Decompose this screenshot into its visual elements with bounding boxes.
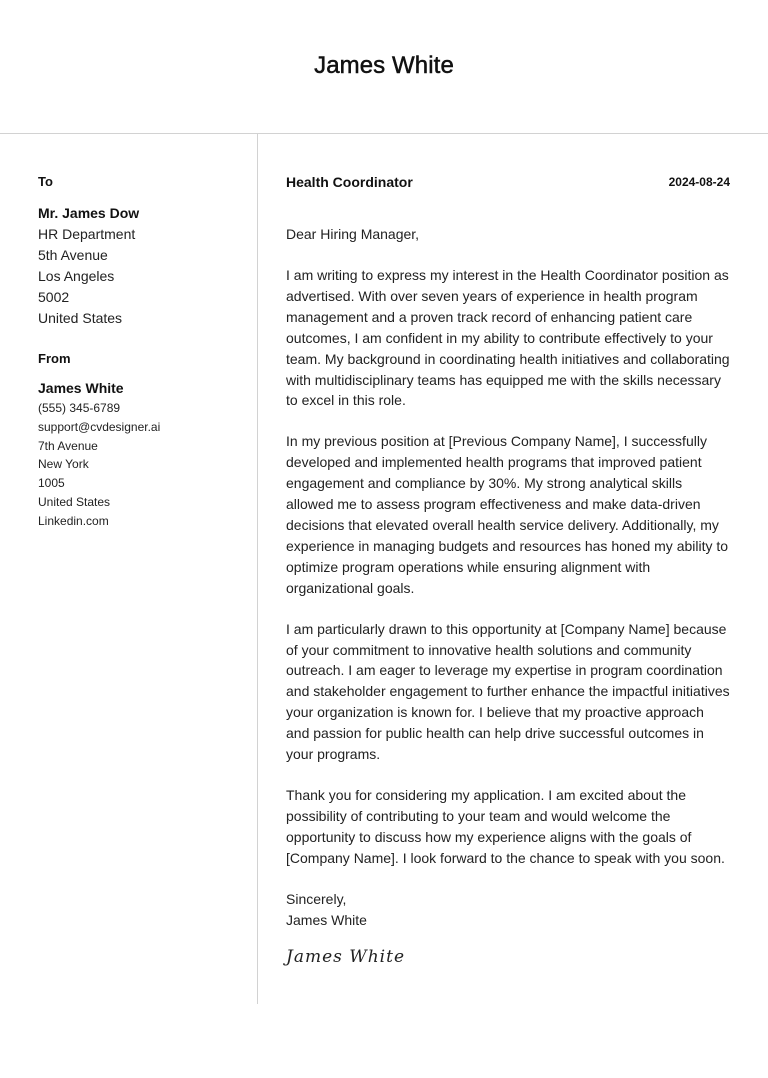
address-sidebar [38,174,248,531]
sender-country: United States [38,494,111,509]
sender-city: New York [38,457,89,472]
body-paragraph: Thank you for considering my application. I am excited about the possibility of contributing to your team and would welcome the opportunity to discuss how my experience aligns with the goals of [Company Name]. I look forward to the chance to speak with you soon. [286,786,725,866]
column-divider [257,134,258,1004]
body-paragraph: I am particularly drawn to this opportunity at [Company Name] because of your commitment to innovative health solutions and community outreach. I am eager to leverage my expertise in program coordination and stakeholder engagement to further enhance the impactful initiatives your organization is known for. I believe that my proactive approach and passion for public health can help drive successful outcomes in your programs. [286,620,730,763]
recipient-block [38,203,248,329]
closing-block [286,889,730,931]
sender-postal-code: 1005 [38,476,65,491]
recipient-street: 5th Avenue [38,247,108,263]
applicant-name-heading: James White [314,52,454,79]
closing-name: James White [286,911,367,928]
recipient-country: United States [38,310,123,326]
from-label: From [38,351,71,366]
recipient-department: HR Department [38,226,136,242]
to-label: To [38,174,53,189]
closing-phrase: Sincerely, [286,890,347,907]
sender-street: 7th Avenue [38,438,98,453]
sender-phone: (555) 345-6789 [38,401,121,415]
sender-name: James White [38,380,124,396]
letter-date: 2024-08-24 [668,175,730,189]
recipient-city: Los Angeles [38,268,115,284]
letter-meta [286,174,730,192]
sender-block [38,379,248,531]
sender-email: support@cvdesigner.ai [38,419,161,434]
body-paragraph: I am writing to express my interest in the Health Coordinator position as advertised. With over seven years of experience in health program management and a proven track record of enhancing patient care outcomes, I am confident in my ability to contribute effectively to your team. My background in coordinating health initiatives and collaborating with multidisciplinary teams has equipped me with the skills necessary to excel in this role. [286,267,730,409]
handwritten-signature: James White [286,946,406,967]
position-title: Health Coordinator [286,174,413,190]
body-paragraph: In my previous position at [Previous Company Name], I successfully developed and implemented health programs that improved patient engagement and compliance by 30%. My strong analytical skills allowed me to assess program effectiveness and make data-driven decisions that elevated overall health service delivery. Additionally, my experience in managing budgets and resources has honed my ability to optimize program operations while ensuring alignment with organizational goals. [286,433,729,596]
letter-header [0,0,768,134]
salutation: Dear Hiring Manager, [286,226,420,242]
sender-linkedin: Linkedin.com [38,513,109,528]
letter-body [286,174,730,969]
recipient-name: Mr. James Dow [38,205,140,221]
recipient-postal-code: 5002 [38,289,70,305]
